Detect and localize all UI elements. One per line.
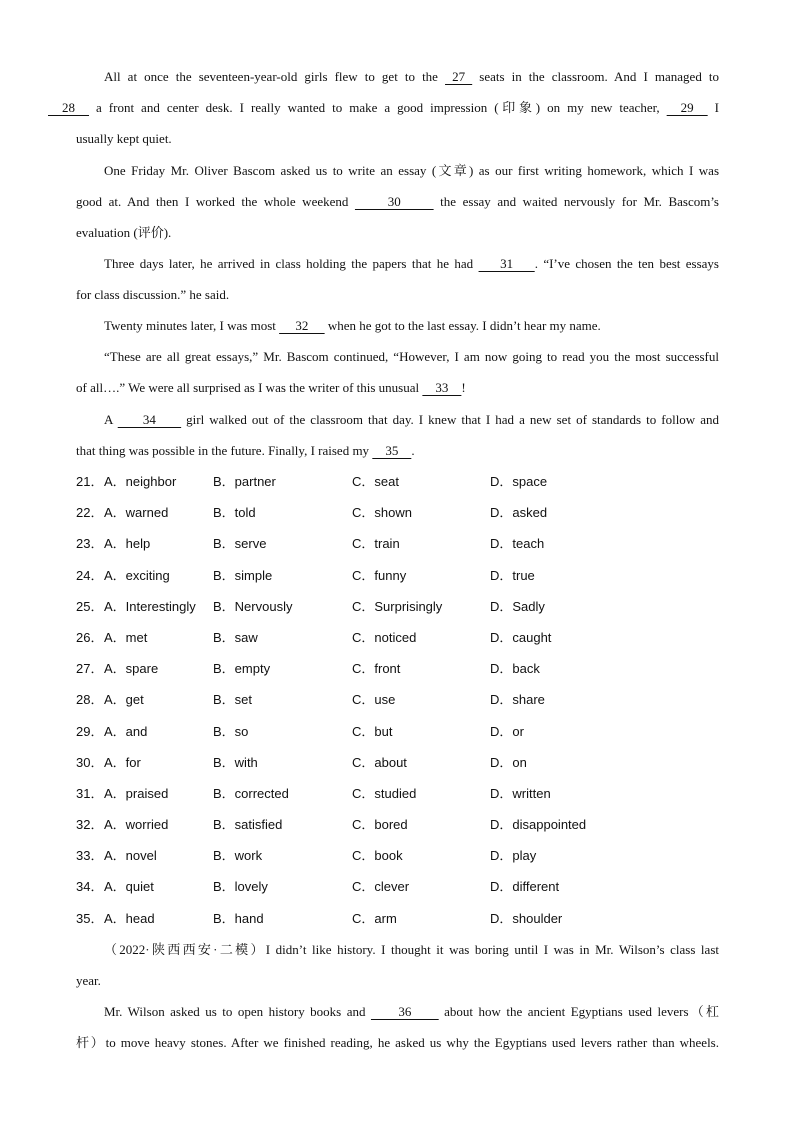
- text-run: girl walked out of the classroom that day. I knew that I had a new set of standards to follow and: [181, 412, 720, 427]
- text-line: [48, 92, 719, 123]
- option-d: D．play: [490, 848, 537, 864]
- text-run: of all….” We were all surprised as I was the writer of this unusual: [76, 380, 423, 395]
- text-run: Three days later, he arrived in class holding the papers that he had: [104, 256, 479, 271]
- option-d: D．disappointed: [490, 817, 587, 833]
- question-number: 21．: [76, 474, 104, 489]
- paragraph-8: [76, 996, 719, 1058]
- text-line: [48, 372, 719, 403]
- option-a: A．worried: [104, 817, 169, 833]
- blank-28: 28: [48, 100, 90, 115]
- option-d: D．shoulder: [490, 910, 563, 926]
- blank-33: 33: [422, 380, 462, 395]
- option-c: C．shown: [352, 505, 412, 521]
- option-a: A．novel: [104, 848, 157, 864]
- option-a: A．spare: [104, 661, 159, 677]
- option-a: A．praised: [104, 785, 169, 801]
- text-line: [76, 61, 719, 92]
- question-number: 34．: [76, 879, 104, 895]
- option-b: B．corrected: [213, 785, 289, 801]
- text-run: . “I’ve chosen the ten best essays: [534, 256, 719, 271]
- option-c: C．funny: [352, 567, 407, 583]
- option-d: D．teach: [490, 536, 545, 552]
- options-list: [76, 466, 719, 934]
- option-b: B．satisfied: [213, 817, 283, 833]
- option-c: C．seat: [352, 474, 399, 489]
- option-d: D．written: [490, 785, 551, 801]
- option-a: A．for: [104, 754, 141, 770]
- option-d: D．or: [490, 723, 524, 739]
- question-number: 35．: [76, 910, 104, 926]
- question-number: 25．: [76, 598, 104, 614]
- question-number: 28．: [76, 692, 104, 708]
- text-line: [76, 996, 719, 1027]
- option-row: [76, 466, 719, 497]
- text-line: [76, 310, 719, 341]
- text-line: usually kept quiet.: [76, 131, 172, 146]
- option-a: A．met: [104, 629, 148, 645]
- text-line: （2022·陕西西安·二模）I didn’t like history. I thought it was boring until I was in Mr. Wilson’s class last: [104, 942, 719, 957]
- option-a: A．get: [104, 692, 144, 708]
- text-run: the essay and waited nervously for Mr. Bascom’s: [433, 194, 719, 209]
- option-row: [76, 778, 719, 809]
- option-a: A．quiet: [104, 879, 154, 895]
- text-line: year.: [76, 973, 101, 988]
- text-line: “These are all great essays,” Mr. Bascom continued, “However, I am now going to read you the most successful: [104, 349, 719, 364]
- option-a: A．and: [104, 723, 148, 739]
- option-c: C．noticed: [352, 629, 417, 645]
- text-run: a front and center desk. I really wanted to make a good impression (印象) on my new teacher,: [89, 100, 667, 115]
- option-row: [76, 903, 719, 934]
- text-run: I: [707, 100, 720, 115]
- text-line: [76, 248, 719, 279]
- text-run: A: [104, 412, 118, 427]
- option-c: C．arm: [352, 910, 397, 926]
- option-b: B．set: [213, 692, 253, 708]
- option-a: A．exciting: [104, 567, 170, 583]
- option-a: A．help: [104, 536, 151, 552]
- question-number: 27．: [76, 661, 104, 677]
- option-a: A．Interestingly: [104, 598, 196, 614]
- paragraph-7: [76, 934, 719, 996]
- question-number: 24．: [76, 567, 104, 583]
- text-run: All at once the seventeen-year-old girls flew to get to the: [104, 69, 446, 84]
- option-c: C．use: [352, 692, 396, 708]
- text-run: .: [411, 443, 415, 458]
- option-d: D．share: [490, 692, 545, 708]
- text-run: Mr. Wilson asked us to open history books and: [104, 1004, 371, 1019]
- option-c: C．clever: [352, 879, 410, 895]
- question-number: 29．: [76, 723, 104, 739]
- question-number: 31．: [76, 785, 104, 801]
- text-run: that thing was possible in the future. Finally, I raised my: [76, 443, 373, 458]
- text-line: [48, 435, 719, 466]
- question-number: 22．: [76, 505, 104, 521]
- option-c: C．but: [352, 723, 393, 739]
- text-line: [76, 404, 719, 435]
- option-d: D．different: [490, 879, 560, 895]
- question-number: 26．: [76, 629, 104, 645]
- option-row: [76, 840, 719, 871]
- option-c: C．studied: [352, 785, 417, 801]
- option-b: B．partner: [213, 474, 276, 489]
- text-line: 杆）to move heavy stones. After we finished reading, he asked us why the Egyptians used levers rather than wheels.: [76, 1035, 719, 1050]
- option-a: A．warned: [104, 505, 169, 521]
- option-c: C．book: [352, 848, 403, 864]
- option-b: B．simple: [213, 567, 273, 583]
- paragraph-1: [48, 61, 720, 154]
- option-row: [76, 591, 719, 622]
- text-run: seats in the classroom. And I managed to: [472, 69, 720, 84]
- option-d: D．asked: [490, 505, 548, 521]
- option-a: A．neighbor: [104, 474, 177, 489]
- blank-32: 32: [279, 318, 325, 333]
- option-b: B．hand: [213, 910, 264, 926]
- text-run: Twenty minutes later, I was most: [104, 318, 280, 333]
- text-line: for class discussion.” he said.: [76, 287, 230, 302]
- option-d: D．Sadly: [490, 598, 545, 614]
- option-c: C．train: [352, 536, 400, 552]
- paragraph-4: [76, 310, 719, 341]
- option-b: B．work: [213, 848, 263, 864]
- blank-31: 31: [478, 256, 535, 271]
- option-c: C．Surprisingly: [352, 598, 443, 614]
- question-number: 33．: [76, 848, 104, 864]
- option-d: D．true: [490, 567, 535, 583]
- text-line: One Friday Mr. Oliver Bascom asked us to write an essay (文章) as our first writing homework, which I was: [104, 163, 719, 178]
- option-b: B．told: [213, 505, 256, 521]
- option-b: B．empty: [213, 661, 271, 677]
- paragraph-5: [76, 341, 719, 403]
- option-d: D．space: [490, 474, 548, 489]
- blank-29: 29: [666, 100, 708, 115]
- blank-36: 36: [370, 1004, 439, 1019]
- paragraph-3: [76, 248, 719, 310]
- option-row: [76, 497, 719, 528]
- option-d: D．caught: [490, 629, 552, 645]
- option-c: C．front: [352, 661, 401, 677]
- blank-27: 27: [445, 69, 473, 84]
- option-b: B．so: [213, 723, 249, 739]
- question-number: 30．: [76, 754, 104, 770]
- text-line: evaluation (评价).: [76, 225, 172, 240]
- option-row: [76, 747, 719, 778]
- option-row: [76, 560, 719, 591]
- paragraph-2: [76, 155, 719, 248]
- option-row: [76, 684, 719, 715]
- blank-35: 35: [372, 443, 412, 458]
- option-c: C．bored: [352, 817, 408, 833]
- option-row: [76, 809, 719, 840]
- option-d: D．on: [490, 754, 527, 770]
- question-number: 23．: [76, 536, 104, 552]
- question-number: 32．: [76, 817, 104, 833]
- blank-30: 30: [354, 194, 434, 209]
- text-run: good at. And then I worked the whole weekend: [76, 194, 355, 209]
- option-c: C．about: [352, 754, 407, 770]
- option-row: [76, 528, 719, 559]
- option-row: [76, 716, 719, 747]
- option-b: B．lovely: [213, 879, 268, 895]
- text-run: !: [461, 380, 466, 395]
- option-b: B．with: [213, 754, 258, 770]
- option-row: [76, 622, 719, 653]
- option-b: B．Nervously: [213, 598, 293, 614]
- option-row: [76, 871, 719, 902]
- option-d: D．back: [490, 661, 540, 677]
- option-b: B．serve: [213, 536, 267, 552]
- option-row: [76, 653, 719, 684]
- blank-34: 34: [117, 412, 182, 427]
- option-a: A．head: [104, 910, 155, 926]
- option-b: B．saw: [213, 629, 258, 645]
- text-run: when he got to the last essay. I didn’t hear my name.: [324, 318, 601, 333]
- text-line: [48, 186, 719, 217]
- paragraph-6: [76, 404, 719, 466]
- text-run: about how the ancient Egyptians used levers（杠: [438, 1004, 719, 1019]
